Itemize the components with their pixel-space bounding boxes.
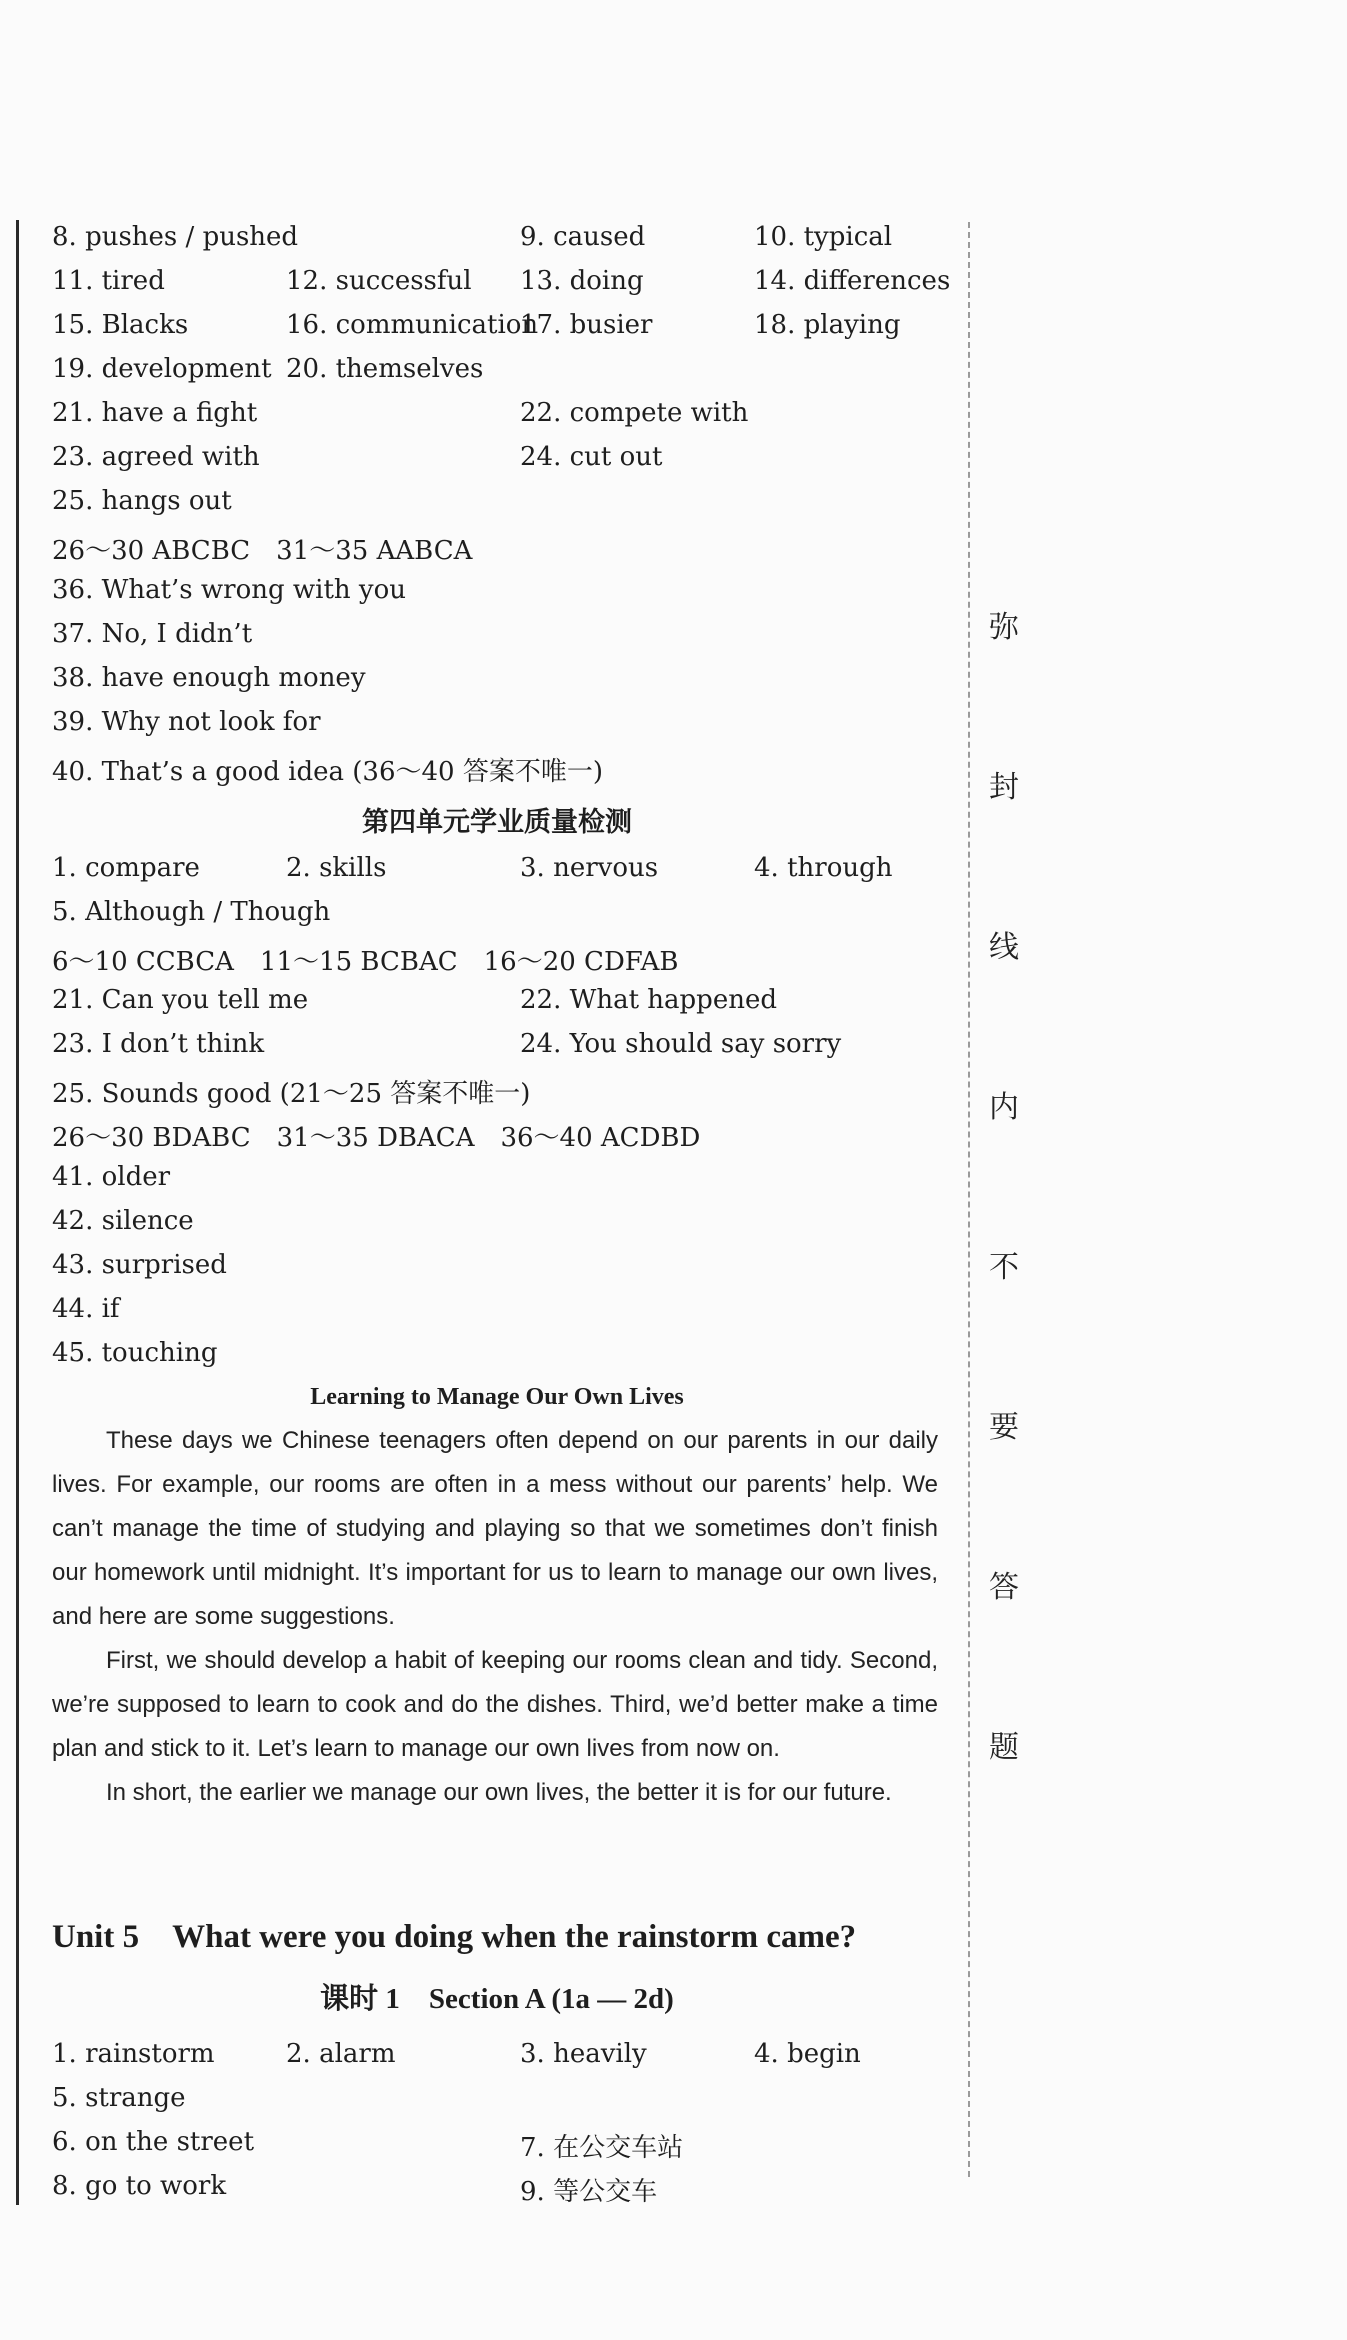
answer-item: 4. begin (754, 2039, 861, 2069)
answer-item: 11. tired (52, 266, 165, 296)
answer-item: 22. What happened (520, 985, 777, 1015)
answer-item: 9. caused (520, 222, 646, 252)
answer-row: 5. strange (52, 2083, 186, 2113)
seal-char-3: 线 (989, 930, 1019, 965)
unit-title: Unit 5 What were you doing when the rainstorm came? (52, 1919, 857, 1955)
answer-item: 21. Can you tell me (52, 985, 309, 1015)
answer-item: 21. have a fight (52, 398, 258, 428)
essay-paragraph: These days we Chinese teenagers often depend on our parents in our daily lives. For example, our rooms are often in a mess without our parents’ help. We can’t manage the time of studying and playing so that we sometimes don’t finish our homework until midnight. It’s important for us to learn to manage our own lives, and here are some suggestions. (52, 1427, 938, 1630)
seal-char-4: 内 (989, 1090, 1019, 1125)
answer-row: 37. No, I didn’t (52, 619, 253, 649)
seal-char-2: 封 (989, 770, 1019, 805)
answer-item: 12. successful (286, 266, 472, 296)
answer-row: 42. silence (52, 1206, 194, 1236)
answer-item: 17. busier (520, 310, 653, 340)
essay-title: Learning to Manage Our Own Lives (310, 1384, 684, 1410)
answer-row: 41. older (52, 1162, 171, 1192)
answer-item: 10. typical (754, 222, 893, 252)
answer-item: 15. Blacks (52, 310, 189, 340)
answer-item: 3. nervous (520, 853, 659, 883)
answer-item: 2. skills (286, 853, 387, 883)
answer-item: 8. pushes / pushed (52, 222, 299, 252)
lesson-heading: 课时 1 Section A (1a — 2d) (320, 1983, 674, 2015)
answer-item: 8. go to work (52, 2171, 227, 2201)
section-heading: 第四单元学业质量检测 (362, 807, 632, 838)
answer-item: 3. heavily (520, 2039, 647, 2069)
answer-row: 25. Sounds good (21～25 答案不唯一) (52, 1079, 531, 1109)
answer-item: 16. communication (286, 310, 539, 340)
answer-item: 1. compare (52, 853, 200, 883)
binding-dashed-line (968, 222, 970, 2177)
answer-item: 13. doing (520, 266, 644, 296)
answer-row: 36. What’s wrong with you (52, 575, 407, 605)
answer-row: 25. hangs out (52, 486, 232, 516)
answer-item: 6. on the street (52, 2127, 255, 2157)
answer-item: 19. development (52, 354, 272, 384)
answer-item: 20. themselves (286, 354, 484, 384)
answer-item: 1. rainstorm (52, 2039, 215, 2069)
seal-char-1: 弥 (989, 610, 1019, 645)
answer-item: 22. compete with (520, 398, 749, 428)
answer-item: 23. I don’t think (52, 1029, 265, 1059)
essay-body (52, 1419, 938, 1815)
answer-item: 2. alarm (286, 2039, 396, 2069)
answer-row: 39. Why not look for (52, 707, 321, 737)
seal-char-7: 答 (989, 1570, 1019, 1605)
answer-item: 18. playing (754, 310, 901, 340)
essay-paragraph: First, we should develop a habit of keeping our rooms clean and tidy. Second, we’re supposed to learn to cook and do the dishes. Third, we’d better make a time plan and stick to it. Let’s learn to manage our own lives from now on. (52, 1647, 938, 1762)
answer-item: 24. You should say sorry (520, 1029, 842, 1059)
answer-item: 23. agreed with (52, 442, 260, 472)
answer-item: 7. 在公交车站 (520, 2133, 684, 2163)
answer-row: 38. have enough money (52, 663, 366, 693)
answer-row: 43. surprised (52, 1250, 227, 1280)
answer-row: 26～30 BDABC 31～35 DBACA 36～40 ACDBD (52, 1123, 701, 1153)
left-margin-bar (16, 220, 19, 2205)
essay-paragraph: In short, the earlier we manage our own lives, the better it is for our future. (106, 1779, 892, 1806)
seal-char-5: 不 (989, 1250, 1019, 1285)
seal-char-8: 题 (989, 1730, 1019, 1765)
answer-item: 4. through (754, 853, 893, 883)
answer-row: 5. Although / Though (52, 897, 331, 927)
answer-row: 40. That’s a good idea (36～40 答案不唯一) (52, 757, 603, 787)
answer-item: 14. differences (754, 266, 951, 296)
answer-item: 9. 等公交车 (520, 2177, 658, 2207)
seal-char-6: 要 (989, 1410, 1019, 1445)
answer-row: 44. if (52, 1294, 120, 1324)
answer-item: 24. cut out (520, 442, 663, 472)
answer-row: 26～30 ABCBC 31～35 AABCA (52, 536, 473, 566)
answer-row: 45. touching (52, 1338, 218, 1368)
answer-row: 6～10 CCBCA 11～15 BCBAC 16～20 CDFAB (52, 947, 679, 977)
